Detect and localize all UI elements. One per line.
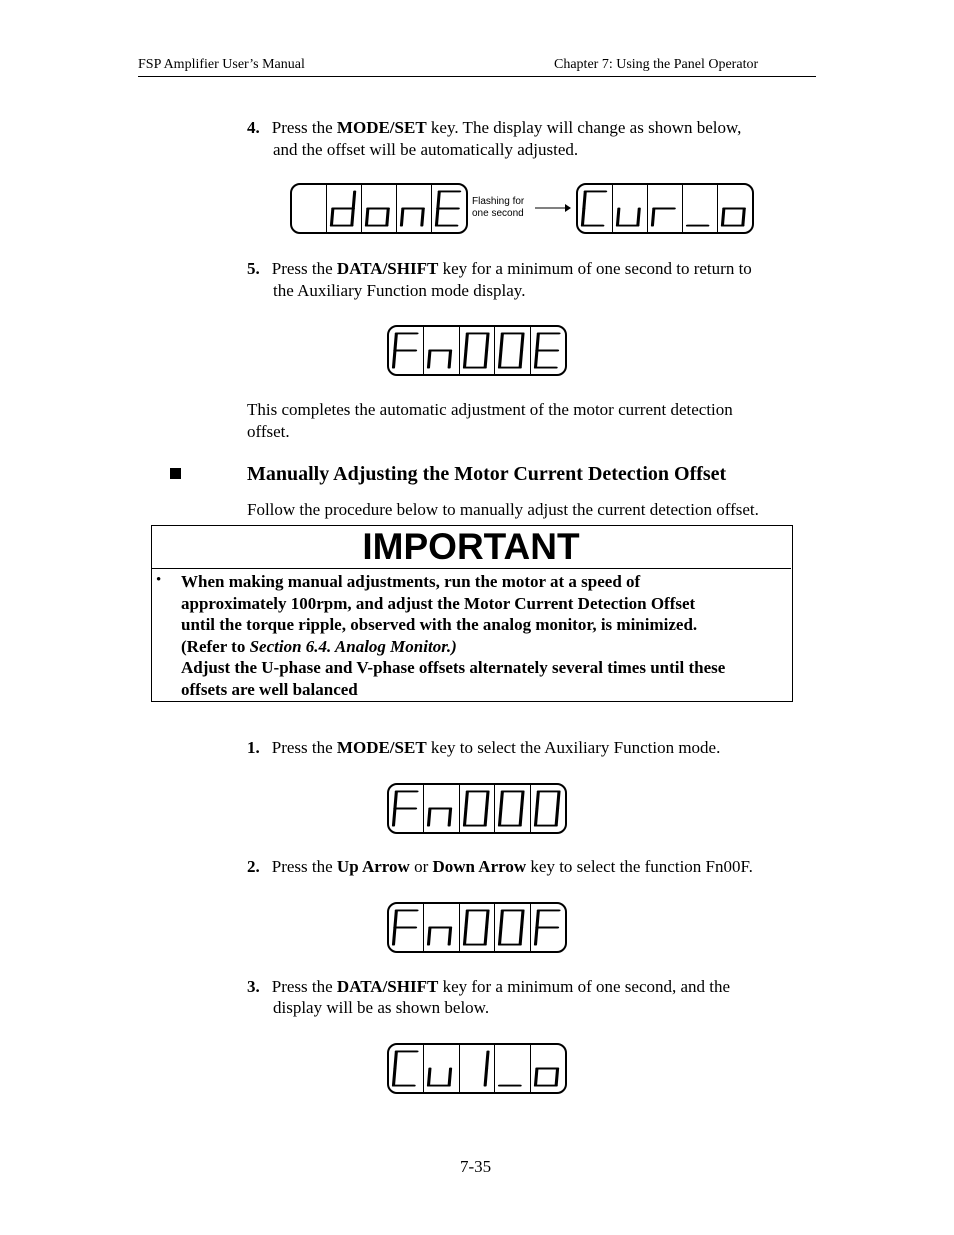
manual-step-3-line2: display will be as shown below. [273,998,490,1017]
led-digit [423,785,458,832]
led-digit [717,185,752,232]
led-display-fn000 [387,783,567,834]
step-4: 4. Press the MODE/SET key. The display will change as shown below, [247,118,742,137]
led-digit [647,185,682,232]
important-body: When making manual adjustments, run the motor at a speed of approximately 100rpm, and adjust the Motor Current Detection Offset until the torque ripple, observed with the analog monitor, is minimized. (Refer to Section 6.4. Analog Monitor.) Adjust the U-phase and V-phase offsets alternately several times until these offsets are well balanced [181,572,726,699]
led-display-fn00e [387,325,567,376]
led-digit [389,327,423,374]
section-reference: Section 6.4. Analog Monitor.) [249,636,457,656]
section-heading: Manually Adjusting the Motor Current Detection Offset [247,463,727,485]
led-digit [292,185,326,232]
section-intro: Follow the procedure below to manually adjust the current detection offset. [247,500,759,519]
led-display-done [290,183,468,234]
led-digit [612,185,647,232]
mode-set-key: MODE/SET [336,738,427,757]
section-bullet-square-icon [170,468,181,479]
led-digit [423,1045,458,1092]
led-digit [494,904,529,951]
led-digit [389,785,423,832]
led-digit [494,327,529,374]
manual-step-2: 2. Press the Up Arrow or Down Arrow key to select the function Fn00F. [247,857,753,876]
running-header-title: FSP Amplifier User’s Manual [138,57,305,72]
header-rule [138,76,816,77]
led-digit [389,1045,423,1092]
page-number: 7-35 [460,1157,492,1176]
mode-set-key: MODE/SET [336,118,427,137]
led-digit [530,904,565,951]
manual-step-1: 1. Press the MODE/SET key to select the Auxiliary Function mode. [247,738,721,757]
led-digit [530,785,565,832]
manual-step-3: 3. Press the DATA/SHIFT key for a minimum of one second, and the [247,977,731,996]
step-5-line2: the Auxiliary Function mode display. [273,281,526,300]
important-title: IMPORTANT [151,525,791,569]
running-header-chapter: Chapter 7: Using the Panel Operator [554,57,759,72]
data-shift-key: DATA/SHIFT [336,977,439,996]
led-digit [578,185,612,232]
led-digit [682,185,717,232]
led-digit [389,904,423,951]
important-bullet: • [156,572,162,588]
led-display-cu1-o [387,1043,567,1094]
arrow-right-icon [535,202,571,214]
completes-line2: offset. [247,422,290,441]
led-digit [494,785,529,832]
led-digit [459,785,494,832]
led-digit [459,904,494,951]
up-arrow-key: Up Arrow [336,857,410,876]
led-digit [431,185,466,232]
led-digit [494,1045,529,1092]
step-5: 5. Press the DATA/SHIFT key for a minimum of one second to return to [247,259,752,278]
data-shift-key: DATA/SHIFT [336,259,439,278]
led-display-fn00f [387,902,567,953]
led-digit [459,327,494,374]
flash-note: Flashing for one second [472,196,525,219]
led-digit [459,1045,494,1092]
led-digit [423,327,458,374]
led-digit [326,185,361,232]
led-display-cur-o [576,183,754,234]
led-digit [396,185,431,232]
completes-line1: This completes the automatic adjustment of the motor current detection [247,400,733,419]
down-arrow-key: Down Arrow [432,857,527,876]
step-4-line2: and the offset will be automatically adjusted. [273,140,579,159]
led-digit [530,1045,565,1092]
led-digit [530,327,565,374]
led-digit [361,185,396,232]
led-digit [423,904,458,951]
